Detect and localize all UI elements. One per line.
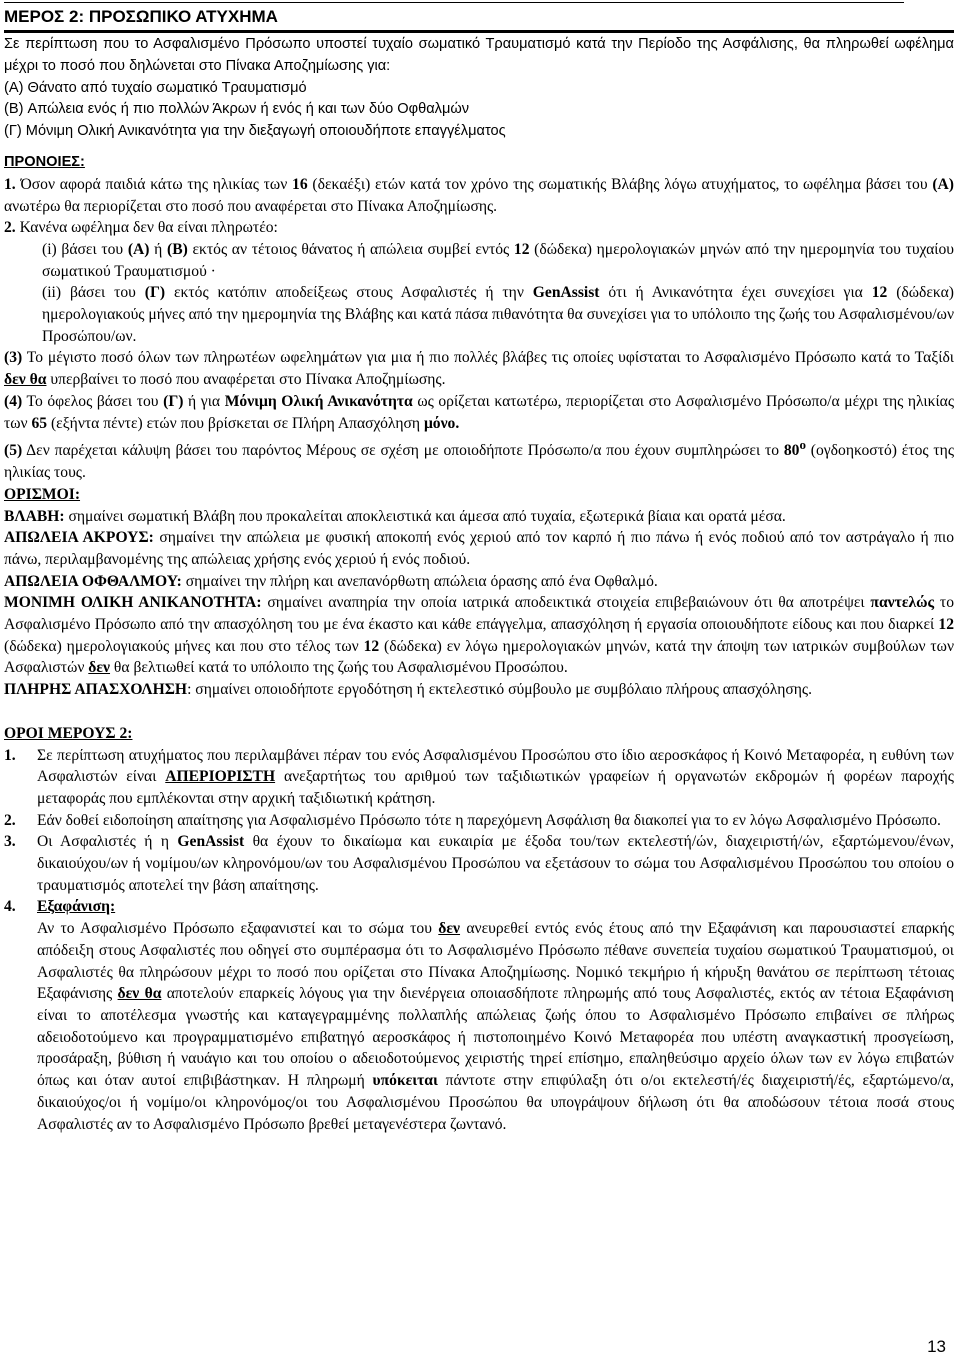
provision-4-number: (4) (4, 392, 23, 410)
provisions-heading-text: ΠΡΟΝΟΙΕΣ: (4, 154, 85, 170)
intro-paragraph: Σε περίπτωση που το Ασφαλισμένο Πρόσωπο υποστεί τυχαίο σωματικό Τραυματισμό κατά την Περίοδο της Ασφάλισης, θα πληρωθεί ωφέλημα μέχρι το ποσό που δηλώνεται στο Πίνακα Αποζημίωσης για: (4, 36, 954, 74)
terms-heading (4, 723, 954, 745)
section-title: ΜΕΡΟΣ 2: ΠΡΟΣΩΠΙΚΟ ΑΤΥΧΗΜΑ (4, 7, 278, 26)
provision-2-i: (i) βάσει του (Α) ή (Β) εκτός αν τέτοιος θάνατος ή απώλεια συμβεί εντός 12 (δώδεκα) ημερολογιακών μηνών από την ημερομηνία του τυχαίου σωματικού Τραυματισμού · (42, 240, 955, 280)
provisions-heading (4, 152, 954, 174)
page-number: 13 (927, 1337, 946, 1356)
term-1-number: 1. (4, 746, 16, 764)
document-page (4, 0, 954, 1363)
provision-4: (4) Το όφελος βάσει του (Γ) ή για Μόνιμη Ολική Ανικανότητα ως ορίζεται κατωτέρω, περιορίζεται στο Ασφαλισμένο Πρόσωπο/α μέχρι της ηλικίας των 65 (εξήντα πέντε) ετών που βρίσκεται σε Πλήρη Απασχόληση μόνο. (4, 392, 955, 432)
provision-1-number: 1. (4, 175, 16, 193)
definition-loss-of-limb: ΑΠΩΛΕΙΑ ΑΚΡΟΥΣ: σημαίνει την απώλεια με φυσική αποκοπή ενός χεριού από τον καρπό ή πιο πάνω ή ενός ποδιού από τον αστράγαλο ή πιο πάνω, περιλαμβανομένης της απώλειας χρήσης ενός χεριού ή ενός ποδιού. (4, 529, 954, 568)
term-4: Αν το Ασφαλισμένο Πρόσωπο εξαφανιστεί και το σώμα του δεν ανευρεθεί εντός ενός έτους από την Εξαφάνιση και παρουσιαστεί επαρκής απόδειξη στους Ασφαλιστές που οδηγεί στο συμπέρασμα ότι το Ασφαλισμένο Πρόσωπο πέθανε συνεπεία τυχαίου σωματικού Τραυματισμού, οι Ασφαλιστές θα πληρώσουν μέχρι το ποσό που ορίζεται στο Πίνακα Αποζημίωσης. Νομικό τεκμήριο ή κήρυξη θανάτου σε περίπτωση τέτοιας Εξαφάνισης δεν θα αποτελούν επαρκείς λόγους για την διενέργεια οποιασδήποτε πληρωμής από τους Ασφαλιστές, εκτός αν τέτοια Εξαφάνιση είναι το αποτέλεσμα γνωστής και καταγεγραμμένης πολλαπλής απώλειας ζωής όπου το Ασφαλισμένο Πρόσωπο επιβαίνει σε πλήρως αδειοδοτούμενο και προγραμματισμένο επιβατηγό αεροσκάφος ή πιστοποιημένο Κοινό Μεταφορέα που υπέστη αναγκαστική προσγείωση, προσάραξη, βύθιση ή ναυάγιο και του οποίου ο αδειοδοτούμενος χειριστής τηρεί επίσημο, επαληθεύσιμο αρχείο όλων των εν λόγω επιβατών όπως και όταν αυτοί επιβιβάστηκαν. Η πληρωμή υπόκειται πάντοτε στην επιφύλαξη ότι ο/οι εκτελεστή/ές διαχειριστή/ές, εξαρτώμενο/α, δικαιούχος/οι ή νομίμο/οι κληρονόμος/οι του Ασφαλισμένου Προσώπου θα υπογράψουν δήλωση ότι θα αποδώσουν τέτοια ποσά στους Ασφαλιστές αν το Ασφαλισμένο Πρόσωπο βρεθεί μεταγενέστερα ζωντανό. (37, 920, 955, 1133)
term-3: 3. Οι Ασφαλιστές ή η GenAssist θα έχουν το δικαίωμα και ευκαιρία με έξοδα του/των εκτελεστή/ών, διαχειριστή/ών, εξαρτώμενου/ένων, δικαιούχου/ων ή νομίμου/ων κληρονόμου/ων του Ασφαλισμένου Προσώπου να εξετάσουν το σώμα του Ασφαλισμένου Προσώπου του οποίου ο τραυματισμός αποτελεί την βάση απαίτησης. (4, 833, 954, 894)
provision-1: 1. Όσον αφορά παιδιά κάτω της ηλικίας των 16 (δεκαέξι) ετών κατά τον χρόνο της σωματικής Βλάβης λόγω ατυχήματος, το ωφέλημα βάσει του (Α) ανωτέρω θα περιορίζεται στο ποσό που αναφέρεται στο Πίνακα Αποζημίωσης. (4, 175, 954, 215)
term-4-title: Εξαφάνιση: (37, 898, 116, 916)
definition-bodily-injury: ΒΛΑΒΗ: σημαίνει σωματική Βλάβη που προκαλείται αποκλειστικά και άμεσα από τυχαία, εξωτερικά βίαια και ορατά μέσα. (4, 507, 786, 525)
provision-3: (3) Το μέγιστο ποσό όλων των πληρωτέων ωφελημάτων για μια ή πιο πολλές βλάβες τις οποίες υφίσταται το Ασφαλισμένο Πρόσωπο κατά το Ταξίδι δεν θα υπερβαίνει το ποσό που αναφέρεται στο Πίνακα Αποζημίωσης. (4, 349, 954, 389)
provision-2-ii: (ii) βάσει του (Γ) εκτός κατόπιν αποδείξεως στους Ασφαλιστές ή την GenAssist ότι ή Ανικανότητα έχει συνεχίσει για 12 (δώδεκα) ημερολογιακούς μήνες από την ημερομηνία της Βλάβης και κατά πάσα πιθανότητα θα συνεχίσει για το υπόλοιπο της ζωής του Ασφαλισμένου/ων Προσώπου/ων. (42, 284, 954, 345)
term-2-number: 2. (4, 811, 16, 829)
term-4-number: 4. (4, 898, 16, 916)
intro-block (4, 34, 954, 143)
definitions-heading-text: ΟΡΙΣΜΟΙ: (4, 485, 81, 503)
title-underline-rule (4, 30, 954, 33)
term-2: 2. Εάν δοθεί ειδοποίηση απαίτησης για Ασφαλισμένο Πρόσωπο τότε η παρεχόμενη Ασφάλιση θα διακοπεί για το εν λόγω Ασφαλισμένο Πρόσωπο. (4, 810, 954, 832)
document-body (4, 152, 954, 1135)
definition-permanent-disability: ΜΟΝΙΜΗ ΟΛΙΚΗ ΑΝΙΚΑΝΟΤΗΤΑ: σημαίνει αναπηρία την οποία ιατρικά αποδεικτικά στοιχεία επιβεβαιώνουν ότι θα αποτρέψει παντελώς το Ασφαλισμένο Πρόσωπο από την απασχόληση του με ένα έκαστο και κάθε επάγγελμα, απασχόληση ή εργασία οποιουδήποτε είδους και που διαρκεί 12 (δώδεκα) ημερολογιακούς μήνες και που στο τέλος των 12 (δώδεκα) εν λόγω ημερολογιακών μηνών, κατά την άποψη των ιατρικών συμβούλων των Ασφαλιστών δεν θα βελτιωθεί κατά το υπόλοιπο της ζωής του Ασφαλισμένου Προσώπου. (4, 594, 955, 677)
term-3-number: 3. (4, 833, 16, 851)
intro-item-b: (B) Απώλεια ενός ή πιο πολλών Άκρων ή ενός ή και των δύο Οφθαλμών (4, 101, 470, 118)
definition-loss-of-eye: ΑΠΩΛΕΙΑ ΟΦΘΑΛΜΟΥ: σημαίνει την πλήρη και ανεπανόρθωτη απώλεια όρασης από ένα Οφθαλμό. (4, 572, 658, 590)
provision-5: (5) Δεν παρέχεται κάλυψη βάσει του παρόντος Μέρους σε σχέση με οποιοδήποτε Πρόσωπο/α που έχουν συμπληρώσει το $80^o$ (ογδοηκοστό) έτος της ηλικίας τους. (4, 437, 954, 482)
provision-2-number: 2. (4, 219, 16, 237)
intro-item-a: (A) Θάνατο από τυχαίο σωματικό Τραυματισμό (4, 79, 307, 96)
definition-full-employment: ΠΛΗΡΗΣ ΑΠΑΣΧΟΛΗΣΗ: σημαίνει οποιοδήποτε εργοδότηση ή εκτελεστικό σύμβουλο με συμβόλαιο πλήρους απασχόλησης. (4, 681, 812, 699)
top-rule (4, 2, 904, 3)
provision-2: 2. Κανένα ωφέλημα δεν θα είναι πληρωτέο: (4, 219, 278, 237)
terms-heading-text: ΟΡΟΙ ΜΕΡΟΥΣ 2: (4, 724, 133, 742)
term-1: 1. Σε περίπτωση ατυχήματος που περιλαμβάνει πέραν του ενός Ασφαλισμένου Προσώπου στο ίδιο αεροσκάφος ή Κοινό Μεταφορέα, η ευθύνη των Ασφαλιστών είναι ΑΠΕΡΙΟΡΙΣΤΗ ανεξαρτήτως του αριθμού των ταξιδιωτικών γραφείων ή οργανωτών εκδρομών ή φορέων παροχής μεταφοράς που εμπλέκονται στην αρχική ταξιδιωτική κράτηση. (4, 746, 954, 807)
provision-3-number: (3) (4, 349, 23, 367)
term-4-title-line (4, 896, 954, 918)
definitions-heading (4, 484, 954, 506)
spacer (4, 701, 954, 723)
intro-item-c: (Γ) Μόνιμη Ολική Ανικανότητα για την διεξαγωγή οποιουδήποτε επαγγέλματος (4, 123, 506, 140)
provision-5-number: (5) (4, 442, 23, 460)
